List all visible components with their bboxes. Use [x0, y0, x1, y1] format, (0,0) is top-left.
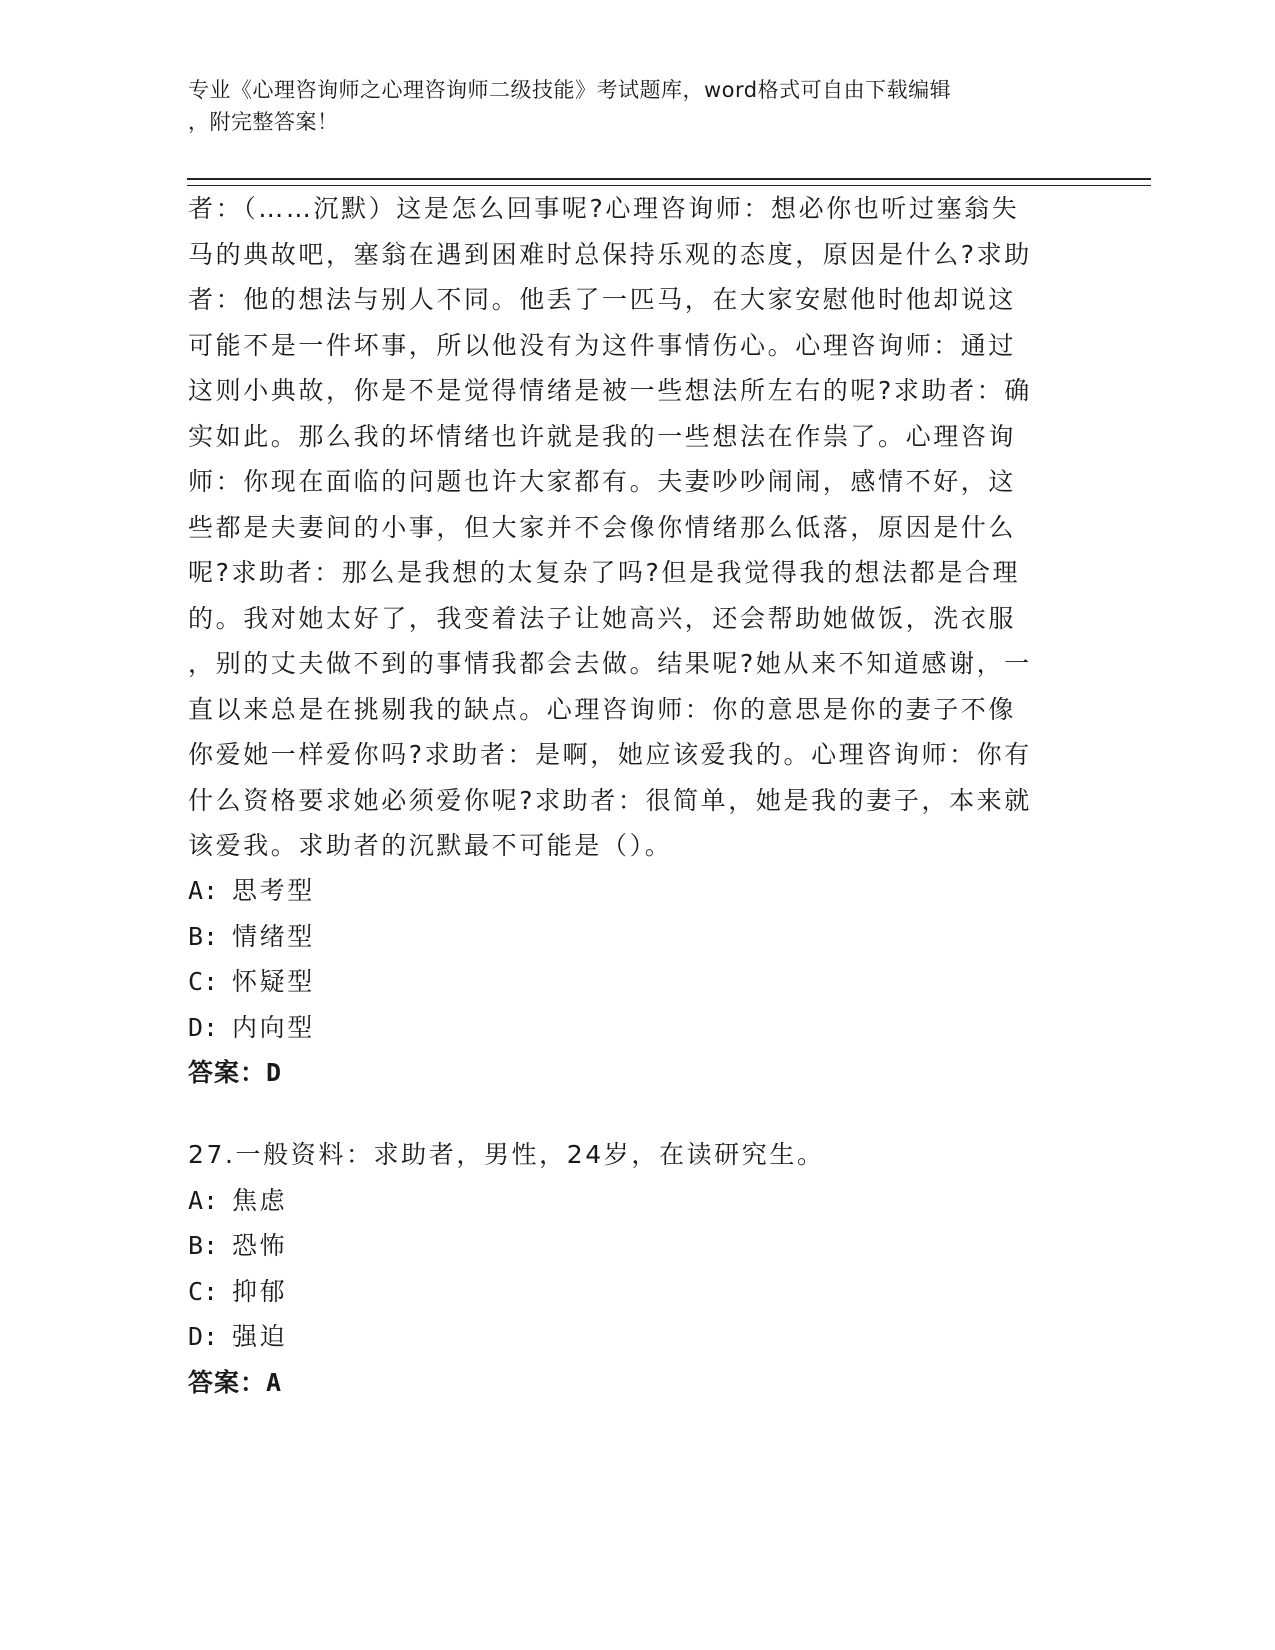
passage-line: 你爱她一样爱你吗?求助者：是啊，她应该爱我的。心理咨询师：你有: [188, 740, 1032, 769]
option-key: D:: [188, 1012, 219, 1042]
option-a: [188, 1178, 1088, 1224]
option-b: [188, 1223, 1088, 1269]
header-line-1: 专业《心理咨询师之心理咨询师二级技能》考试题库，word格式可自由下载编辑: [188, 78, 952, 102]
passage-line: 的。我对她太好了，我变着法子让她高兴，还会帮助她做饭，洗衣服: [188, 603, 1017, 633]
passage-line: 师：你现在面临的问题也许大家都有。夫妻吵吵闹闹，感情不好，这: [188, 467, 1017, 496]
answer-value: A: [266, 1367, 283, 1397]
option-key: A:: [188, 1185, 219, 1215]
passage-line: 者：他的想法与别人不同。他丢了一匹马，在大家安慰他时他却说这: [188, 285, 1017, 314]
option-text: 强迫: [232, 1322, 288, 1351]
option-c: [188, 959, 1088, 1005]
header-line-2: ，附完整答案！: [188, 110, 339, 134]
answer-line: [188, 1050, 1088, 1096]
option-key: D:: [188, 1322, 219, 1351]
passage-line: 直以来总是在挑剔我的缺点。心理咨询师：你的意思是你的妻子不像: [188, 694, 1017, 724]
passage-line: 可能不是一件坏事，所以他没有为这件事情伤心。心理咨询师：通过: [188, 330, 1017, 360]
option-text: 思考型: [232, 876, 315, 905]
option-d: [188, 1005, 1088, 1051]
option-text: 焦虑: [232, 1185, 288, 1215]
question-26-options: [188, 868, 1088, 1096]
answer-line: [188, 1360, 1088, 1406]
passage-line: 什么资格要求她必须爱你呢?求助者：很简单，她是我的妻子，本来就: [188, 785, 1032, 815]
question-27: [188, 1132, 1088, 1405]
option-key: B:: [188, 1231, 219, 1260]
option-text: 内向型: [232, 1012, 315, 1042]
option-key: C:: [188, 1276, 219, 1306]
passage-line: 这则小典故，你是不是觉得情绪是被一些想法所左右的呢?求助者：确: [188, 376, 1032, 405]
option-text: 怀疑型: [232, 967, 315, 996]
option-d: [188, 1314, 1088, 1360]
option-a: [188, 868, 1088, 914]
header-divider: [187, 178, 1151, 186]
passage-line: ，别的丈夫做不到的事情我都会去做。结果呢?她从来不知道感谢，一: [188, 649, 1032, 678]
option-key: C:: [188, 967, 219, 996]
passage-line: 呢?求助者：那么是我想的太复杂了吗?但是我觉得我的想法都是合理: [188, 558, 1021, 587]
option-c: [188, 1269, 1088, 1315]
question-27-title: 27.一般资料：求助者，男性，24岁，在读研究生。: [188, 1140, 825, 1169]
answer-label: 答案：: [188, 1367, 267, 1397]
answer-value: D: [266, 1058, 283, 1087]
document-header: [188, 74, 1068, 138]
option-key: B:: [188, 921, 219, 951]
passage-line: 者：（……沉默）这是怎么回事呢?心理咨询师：想必你也听过塞翁失: [188, 194, 1020, 223]
passage-line: 实如此。那么我的坏情绪也许就是我的一些想法在作祟了。心理咨询: [188, 421, 1017, 451]
passage-line: 些都是夫妻间的小事，但大家并不会像你情绪那么低落，原因是什么: [188, 512, 1017, 542]
answer-label: 答案：: [188, 1058, 267, 1087]
passage-line: 马的典故吧，塞翁在遇到困难时总保持乐观的态度，原因是什么?求助: [188, 239, 1032, 269]
option-text: 恐怖: [232, 1231, 288, 1260]
option-text: 情绪型: [232, 921, 315, 951]
option-b: [188, 914, 1088, 960]
passage-line: 该爱我。求助者的沉默最不可能是（）。: [188, 831, 673, 860]
option-key: A:: [188, 876, 219, 905]
option-text: 抑郁: [232, 1276, 288, 1306]
question-26-passage: [188, 186, 1078, 869]
